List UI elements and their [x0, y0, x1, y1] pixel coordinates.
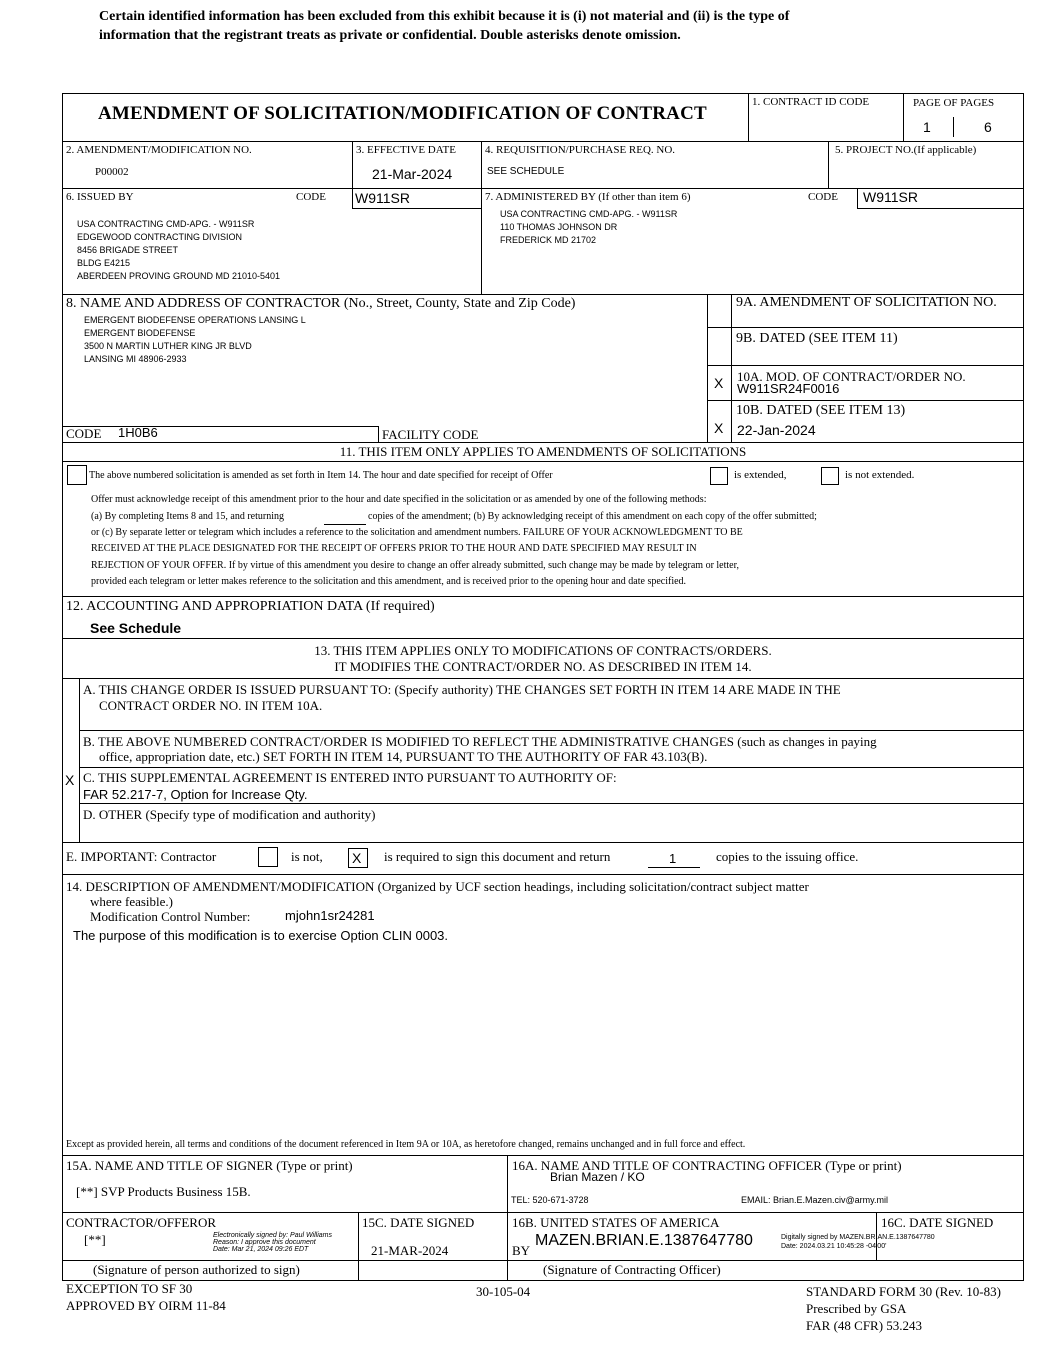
item-14-line-1: 14. DESCRIPTION OF AMENDMENT/MODIFICATION (Organized by UCF section headings, including solicitation/contract subject matter [66, 879, 809, 894]
esig-line-3: Date: Mar 21, 2024 09:26 EDT [213, 1246, 309, 1253]
united-states-label: 16B. UNITED STATES OF AMERICA [512, 1215, 720, 1230]
item-13b-line-2: office, appropriation date, etc.) SET FORTH IN ITEM 14, PURSUANT TO THE AUTHORITY OF FAR 43.103(B). [99, 749, 708, 764]
form-title: AMENDMENT OF SOLICITATION/MODIFICATION OF CONTRACT [98, 103, 707, 124]
administered-by-label: 7. ADMINISTERED BY (If other than item 6) [485, 191, 691, 203]
mod-control-number-value: mjohn1sr24281 [285, 908, 375, 923]
item-13d-line-1: D. OTHER (Specify type of modification and authority) [83, 807, 376, 822]
extended-checkbox[interactable] [710, 467, 728, 485]
item-11-para-6: provided each telegram or letter makes reference to the solicitation and this amendment, and is received prior to the opening hour and date specified. [91, 576, 687, 587]
item-13-heading-2: IT MODIFIES THE CONTRACT/ORDER NO. AS DESCRIBED IN ITEM 14. [334, 659, 752, 674]
item-10b-value: 22-Jan-2024 [737, 422, 816, 438]
not-extended-label: is not extended. [845, 469, 915, 481]
signature-person-caption: (Signature of person authorized to sign) [93, 1262, 300, 1277]
item-11-para-2a: (a) By completing Items 8 and 15, and returning [91, 511, 285, 522]
item-11-para-2b: copies of the amendment; (b) By acknowledging receipt of this amendment on each copy of the offer submitted; [368, 511, 817, 522]
esig-line-2: Reason: I approve this document [213, 1239, 316, 1246]
standard-form-label: STANDARD FORM 30 (Rev. 10-83) [806, 1284, 1001, 1299]
copies-text: copies to the issuing office. [716, 849, 859, 864]
requisition-label: 4. REQUISITION/PURCHASE REQ. NO. [485, 144, 676, 156]
accounting-label: 12. ACCOUNTING AND APPROPRIATION DATA (If required) [66, 599, 435, 614]
copies-line [648, 867, 700, 868]
item-10b-mark[interactable]: X [714, 420, 724, 436]
page-number: 1 [923, 119, 931, 135]
issued-by-address: USA CONTRACTING CMD-APG. - W911SR EDGEWOOD CONTRACTING DIVISION 8456 BRIGADE STREET BLDG E4215 ABERDEEN PROVING GROUND MD 21010-5401 [77, 219, 281, 281]
page-of-pages-label: PAGE OF PAGES [913, 97, 995, 109]
date-signed-16c-label: 16C. DATE SIGNED [881, 1215, 994, 1230]
esig-line-1: Electronically signed by: Paul Williams [213, 1232, 332, 1239]
issued-by-label: 6. ISSUED BY [66, 191, 134, 203]
item-11-para-4: RECEIVED AT THE PLACE DESIGNATED FOR THE RECEIPT OF OFFERS PRIOR TO THE HOUR AND DATE SPECIFIED MAY RESULT IN [91, 543, 697, 554]
item-13-heading-1: 13. THIS ITEM APPLIES ONLY TO MODIFICATIONS OF CONTRACTS/ORDERS. [314, 643, 772, 658]
disclaimer-line-2: information that the registrant treats as private or confidential. Double asterisks denote omission. [99, 28, 681, 43]
item-13c-line-1: C. THIS SUPPLEMENTAL AGREEMENT IS ENTERED INTO PURSUANT TO AUTHORITY OF: [83, 770, 617, 785]
is-required-text: is required to sign this document and return [384, 849, 611, 864]
amendment-no-value: P00002 [95, 166, 129, 178]
officer-telephone: TEL: 520-671-3728 [511, 1195, 589, 1205]
item-13c-value: FAR 52.217-7, Option for Increase Qty. [83, 787, 308, 802]
contractor-code-label: CODE [66, 426, 102, 441]
item-9a-label: 9A. AMENDMENT OF SOLICITATION NO. [736, 295, 997, 310]
dsig-line-1: Digitally signed by MAZEN.BRIAN.E.1387647780 [781, 1234, 935, 1241]
effective-date-label: 3. EFFECTIVE DATE [356, 144, 456, 156]
amended-checkbox[interactable] [67, 465, 87, 485]
date-signed-15c-label: 15C. DATE SIGNED [362, 1215, 475, 1230]
item-11-para-5: REJECTION OF YOUR OFFER. If by virtue of this amendment you desire to change an offer already submitted, such change may be made by telegram or letter, [91, 560, 740, 571]
signature-officer-caption: (Signature of Contracting Officer) [543, 1262, 721, 1277]
contracting-officer-name: Brian Mazen / KO [550, 1170, 645, 1184]
contract-id-label: 1. CONTRACT ID CODE [752, 96, 870, 108]
contractor-label: 8. NAME AND ADDRESS OF CONTRACTOR (No., Street, County, State and Zip Code) [66, 296, 576, 311]
signer-name-label: 15A. NAME AND TITLE OF SIGNER (Type or print) [66, 1158, 353, 1173]
contractor-offeror-label: CONTRACTOR/OFFEROR [66, 1215, 217, 1230]
item-11-heading: 11. THIS ITEM ONLY APPLIES TO AMENDMENTS OF SOLICITATIONS [339, 444, 747, 459]
contractor-code-value: 1H0B6 [118, 425, 158, 440]
signer-name-value: [**] SVP Products Business 15B. [76, 1184, 251, 1199]
digital-signature-block [781, 1233, 935, 1251]
form-number: 30-105-04 [476, 1284, 531, 1299]
item-13a-line-1: A. THIS CHANGE ORDER IS ISSUED PURSUANT TO: (Specify authority) THE CHANGES SET FORTH IN ITEM 14 ARE MADE IN THE [83, 682, 841, 697]
except-text: Except as provided herein, all terms and conditions of the document referenced in Item 9A or 10A, as heretofore changed, remains unchanged and in full force and effect. [66, 1139, 746, 1150]
is-required-mark: X [352, 850, 362, 866]
administered-code-value: W911SR [863, 189, 918, 205]
item-13a-line-2: CONTRACT ORDER NO. IN ITEM 10A. [99, 698, 323, 713]
approved-text: APPROVED BY OIRM 11-84 [66, 1298, 226, 1313]
project-no-label: 5. PROJECT NO.(If applicable) [835, 144, 977, 156]
contractor-address: EMERGENT BIODEFENSE OPERATIONS LANSING L EMERGENT BIODEFENSE 3500 N MARTIN LUTHER KING JR BLVD LANSING MI 48906-2933 [84, 315, 306, 364]
item-10a-mark[interactable]: X [714, 375, 724, 391]
date-signed-15c-value: 21-MAR-2024 [371, 1243, 449, 1258]
officer-email: EMAIL: Brian.E.Mazen.civ@army.mil [741, 1195, 889, 1205]
item-14-line-2: where feasible.) [90, 894, 174, 909]
requisition-value: SEE SCHEDULE [487, 166, 565, 177]
exception-text: EXCEPTION TO SF 30 [66, 1281, 193, 1296]
accounting-value: See Schedule [90, 620, 182, 636]
item-10a-value: W911SR24F0016 [737, 381, 840, 396]
item-13b-line-1: B. THE ABOVE NUMBERED CONTRACT/ORDER IS MODIFIED TO REFLECT THE ADMINISTRATIVE CHANGES (such as changes in paying [83, 734, 877, 749]
effective-date-value: 21-Mar-2024 [372, 166, 453, 182]
total-pages: 6 [984, 119, 992, 135]
facility-code-label: FACILITY CODE [382, 427, 479, 442]
amendment-no-label: 2. AMENDMENT/MODIFICATION NO. [66, 144, 252, 156]
copies-value: 1 [669, 851, 677, 866]
contractor-signature: [**] [84, 1232, 106, 1247]
dsig-line-2: Date: 2024.03.21 10:45:28 -04'00' [781, 1243, 887, 1250]
item-10a-label: 10A. MOD. OF CONTRACT/ORDER NO. [737, 369, 966, 384]
by-label: BY [512, 1243, 531, 1258]
issued-code-value: W911SR [355, 190, 410, 206]
officer-signature: MAZEN.BRIAN.E.1387647780 [535, 1232, 753, 1249]
administered-code-label: CODE [808, 191, 838, 203]
mod-control-number-label: Modification Control Number: [90, 909, 251, 924]
is-not-label: is not, [291, 849, 323, 864]
item-13c-mark[interactable]: X [65, 772, 75, 788]
item-10b-label: 10B. DATED (SEE ITEM 13) [736, 403, 906, 418]
item-11-para-3: or (c) By separate letter or telegram which includes a reference to the solicitation and amendment numbers. FAILURE OF YOUR ACKNOWLEDGMENT TO BE [91, 527, 743, 538]
is-not-checkbox[interactable] [258, 847, 278, 867]
issued-code-label: CODE [296, 191, 326, 203]
copies-blank-line [324, 524, 366, 525]
extended-label: is extended, [734, 469, 787, 481]
amended-text: The above numbered solicitation is amended as set forth in Item 14. The hour and date specified for receipt of Offer [89, 470, 553, 481]
important-label: E. IMPORTANT: Contractor [66, 849, 217, 864]
administered-by-address: USA CONTRACTING CMD-APG. - W911SR 110 THOMAS JOHNSON DR FREDERICK MD 21702 [500, 209, 678, 245]
contracting-officer-label: 16A. NAME AND TITLE OF CONTRACTING OFFICER (Type or print) [512, 1158, 902, 1173]
item-9b-label: 9B. DATED (SEE ITEM 11) [736, 331, 898, 346]
electronic-signature-block [213, 1232, 332, 1253]
prescribed-by-label: Prescribed by GSA [806, 1301, 907, 1316]
disclaimer-line-1: Certain identified information has been excluded from this exhibit because it is (i) not material and (ii) is the type of [99, 9, 790, 24]
item-11-para-1: Offer must acknowledge receipt of this amendment prior to the hour and date specified in the solicitation or as amended by one of the following methods: [91, 494, 707, 505]
modification-purpose: The purpose of this modification is to exercise Option CLIN 0003. [73, 928, 449, 943]
far-reference: FAR (48 CFR) 53.243 [806, 1318, 923, 1333]
not-extended-checkbox[interactable] [821, 467, 839, 485]
